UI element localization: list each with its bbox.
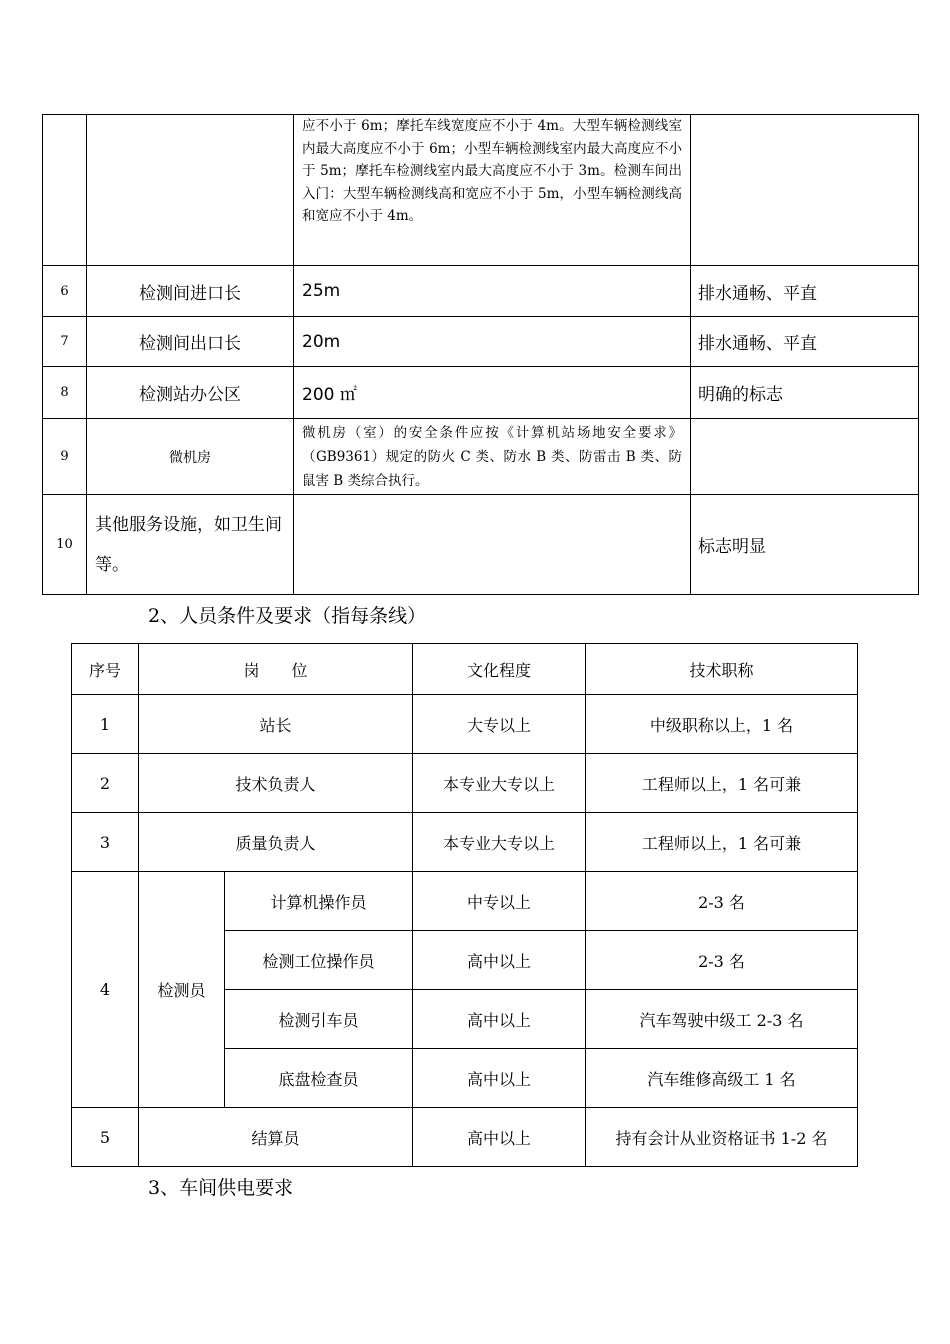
table-row (43, 419, 919, 495)
remark: 排水通畅、平直 (691, 266, 919, 317)
requirement-value (294, 495, 691, 595)
table-row (43, 367, 919, 419)
row-number: 10 (43, 495, 87, 595)
table-row (72, 813, 858, 872)
header-row (72, 644, 858, 695)
row-number: 1 (72, 695, 139, 754)
post: 底盘检查员 (225, 1049, 413, 1108)
row-number: 8 (43, 367, 87, 419)
education: 本专业大专以上 (413, 813, 586, 872)
education: 高中以上 (413, 1108, 586, 1167)
item-name: 检测间出口长 (87, 317, 294, 367)
remark (691, 115, 919, 266)
row-number: 2 (72, 754, 139, 813)
header-no: 序号 (72, 644, 139, 695)
tech-title: 汽车驾驶中级工 2-3 名 (586, 990, 858, 1049)
row-number: 4 (72, 872, 139, 1108)
tech-title: 工程师以上，1 名可兼 (586, 754, 858, 813)
remark: 标志明显 (691, 495, 919, 595)
education: 高中以上 (413, 990, 586, 1049)
post: 计算机操作员 (225, 872, 413, 931)
header-post: 岗 位 (139, 644, 413, 695)
requirement-text: 微机房（室）的安全条件应按《计算机站场地安全要求》（GB9361）规定的防火 C 类、防水 B 类、防雷击 B 类、防鼠害 B 类综合执行。 (294, 419, 691, 495)
table-row (43, 317, 919, 367)
tech-title: 工程师以上，1 名可兼 (586, 813, 858, 872)
section-heading: 2、人员条件及要求（指每条线） (148, 605, 427, 627)
table-row (43, 266, 919, 317)
table-row (43, 495, 919, 595)
facilities-table (42, 114, 919, 595)
requirement-text: 应不小于 6m；摩托车线宽度应不小于 4m。大型车辆检测线室内最大高度应不小于 6m；小型车辆检测线室内最大高度应不小于 5m；摩托车检测线室内最大高度应不小于 3m。检测车间出入门：大型车辆检测线高和宽应不小于 5m，小型车辆检测线高和宽应不小于 4m。 (294, 115, 691, 266)
table-row (72, 872, 858, 931)
remark: 排水通畅、平直 (691, 317, 919, 367)
requirement-value: 200 ㎡ (294, 367, 691, 419)
education: 高中以上 (413, 1049, 586, 1108)
header-education: 文化程度 (413, 644, 586, 695)
item-name: 检测站办公区 (87, 367, 294, 419)
table-row (43, 115, 919, 266)
remark: 明确的标志 (691, 367, 919, 419)
requirement-value: 25m (294, 266, 691, 317)
table-row (72, 1108, 858, 1167)
staff-table (71, 643, 858, 1167)
post: 检测工位操作员 (225, 931, 413, 990)
row-number: 7 (43, 317, 87, 367)
post-group: 检测员 (139, 872, 225, 1108)
tech-title: 2-3 名 (586, 931, 858, 990)
item-name: 微机房 (87, 419, 294, 495)
education: 大专以上 (413, 695, 586, 754)
education: 中专以上 (413, 872, 586, 931)
row-number: 5 (72, 1108, 139, 1167)
row-number (43, 115, 87, 266)
row-number: 9 (43, 419, 87, 495)
tech-title: 持有会计从业资格证书 1-2 名 (586, 1108, 858, 1167)
section-heading: 3、车间供电要求 (148, 1177, 294, 1199)
item-name: 检测间进口长 (87, 266, 294, 317)
item-name: 其他服务设施，如卫生间等。 (87, 495, 294, 595)
post: 结算员 (139, 1108, 413, 1167)
post: 检测引车员 (225, 990, 413, 1049)
education: 本专业大专以上 (413, 754, 586, 813)
header-title: 技术职称 (586, 644, 858, 695)
requirement-value: 20m (294, 317, 691, 367)
post: 站长 (139, 695, 413, 754)
item-name (87, 115, 294, 266)
table-row (72, 695, 858, 754)
tech-title: 中级职称以上，1 名 (586, 695, 858, 754)
remark (691, 419, 919, 495)
row-number: 3 (72, 813, 139, 872)
post: 技术负责人 (139, 754, 413, 813)
tech-title: 汽车维修高级工 1 名 (586, 1049, 858, 1108)
post: 质量负责人 (139, 813, 413, 872)
education: 高中以上 (413, 931, 586, 990)
table-row (72, 754, 858, 813)
tech-title: 2-3 名 (586, 872, 858, 931)
row-number: 6 (43, 266, 87, 317)
